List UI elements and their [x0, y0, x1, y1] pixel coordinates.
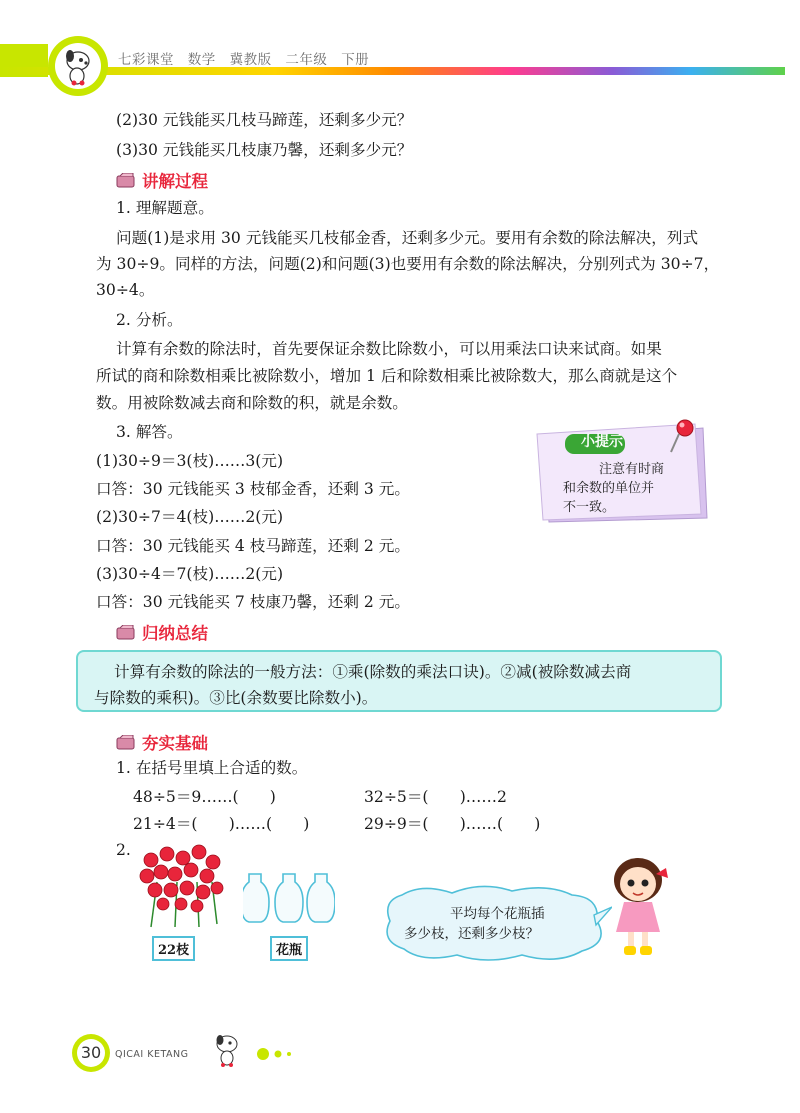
page-number-badge: [72, 1034, 110, 1072]
step1-line2: 为 30÷9。同样的方法，问题(2)和问题(3)也要用有余数的除法解决，分别列式为 30÷7，: [96, 255, 720, 273]
tip-title: 小提示: [581, 434, 623, 450]
exercise1-item4: 29÷9＝( )……( ): [364, 815, 541, 833]
footer-brand: QICAI KETANG: [115, 1049, 189, 1060]
flowers-label: 22枝: [152, 936, 195, 961]
vases-icon: [243, 872, 335, 924]
summary-line1: 计算有余数的除法的一般方法：①乘(除数的乘法口诀)。②减(被除数减去商: [114, 663, 632, 681]
vase-label: 花瓶: [270, 936, 308, 961]
step1-line3: 30÷4。: [96, 281, 155, 299]
section-basics-title: 夯实基础: [142, 734, 208, 753]
volume-name: 下册: [341, 52, 370, 68]
answer2-oral: 口答：30 元钱能买 4 枝马蹄莲，还剩 2 元。: [96, 537, 410, 555]
section-basics: [116, 730, 208, 754]
section-summary: [116, 620, 208, 644]
summary-line2: 与除数的乘积)。③比(余数要比除数小)。: [94, 689, 378, 707]
exercise1-item1: 48÷5＝9……( ): [133, 788, 276, 806]
book-icon: [116, 735, 136, 750]
step1-title: 1. 理解题意。: [116, 199, 214, 217]
tip-line1: 注意有时商: [599, 462, 665, 477]
dog-mascot-icon: [55, 43, 101, 89]
book-icon: [116, 625, 136, 640]
step3-title: 3. 解答。: [116, 423, 183, 441]
bubble-line2: 多少枝，还剩多少枝？: [404, 926, 539, 942]
exercise2-title: 2.: [116, 841, 131, 859]
answer1-equation: (1)30÷9＝3(枝)……3(元): [96, 452, 284, 470]
tip-note: [535, 420, 715, 525]
step2-line3: 数。用被除数减去商和除数的积，就是余数。: [96, 394, 408, 412]
subject-name: 数学: [187, 52, 216, 68]
roses-bouquet-icon: [137, 842, 225, 932]
pushpin-icon: [667, 418, 697, 458]
footer-dog-icon: [205, 1030, 305, 1070]
series-name: 七彩课堂: [118, 52, 174, 68]
section-explain-title: 讲解过程: [142, 172, 208, 191]
section-explain: [116, 168, 208, 192]
answer3-equation: (3)30÷4＝7(枝)……2(元): [96, 565, 284, 583]
bubble-line1: 平均每个花瓶插: [450, 906, 545, 922]
question-2: (2)30 元钱能买几枝马蹄莲，还剩多少元？: [116, 111, 413, 129]
tip-line2: 和余数的单位并: [563, 481, 655, 496]
tip-line3: 不一致。: [563, 500, 616, 515]
exercise1-title: 1. 在括号里填上合适的数。: [116, 759, 308, 777]
book-icon: [116, 173, 136, 188]
answer3-oral: 口答：30 元钱能买 7 枝康乃馨，还剩 2 元。: [96, 593, 410, 611]
step1-line1: 问题(1)是求用 30 元钱能买几枝郁金香，还剩多少元。要用有余数的除法解决，列式: [116, 229, 699, 247]
step2-line1: 计算有余数的除法时，首先要保证余数比除数小，可以用乘法口诀来试商。如果: [116, 340, 662, 358]
grade-name: 二年级: [285, 52, 328, 68]
answer1-oral: 口答：30 元钱能买 3 枝郁金香，还剩 3 元。: [96, 480, 410, 498]
exercise1-item3: 21÷4＝( )……( ): [133, 815, 310, 833]
header-title: [118, 48, 378, 68]
edition-name: 冀教版: [229, 52, 272, 68]
step2-line2: 所试的商和除数相乘比被除数小，增加 1 后和除数相乘比被除数大，那么商就是这个: [96, 367, 678, 385]
page-number: 30: [77, 1039, 105, 1067]
mascot-badge: [48, 36, 108, 96]
header-rainbow-bar: [0, 67, 800, 77]
section-summary-title: 归纳总结: [142, 624, 208, 643]
exercise1-item2: 32÷5＝( )……2: [364, 788, 507, 806]
girl-character-icon: [600, 850, 680, 960]
question-3: (3)30 元钱能买几枝康乃馨，还剩多少元？: [116, 141, 413, 159]
step2-title: 2. 分析。: [116, 311, 183, 329]
summary-box: [76, 650, 722, 712]
answer2-equation: (2)30÷7＝4(枝)……2(元): [96, 508, 284, 526]
